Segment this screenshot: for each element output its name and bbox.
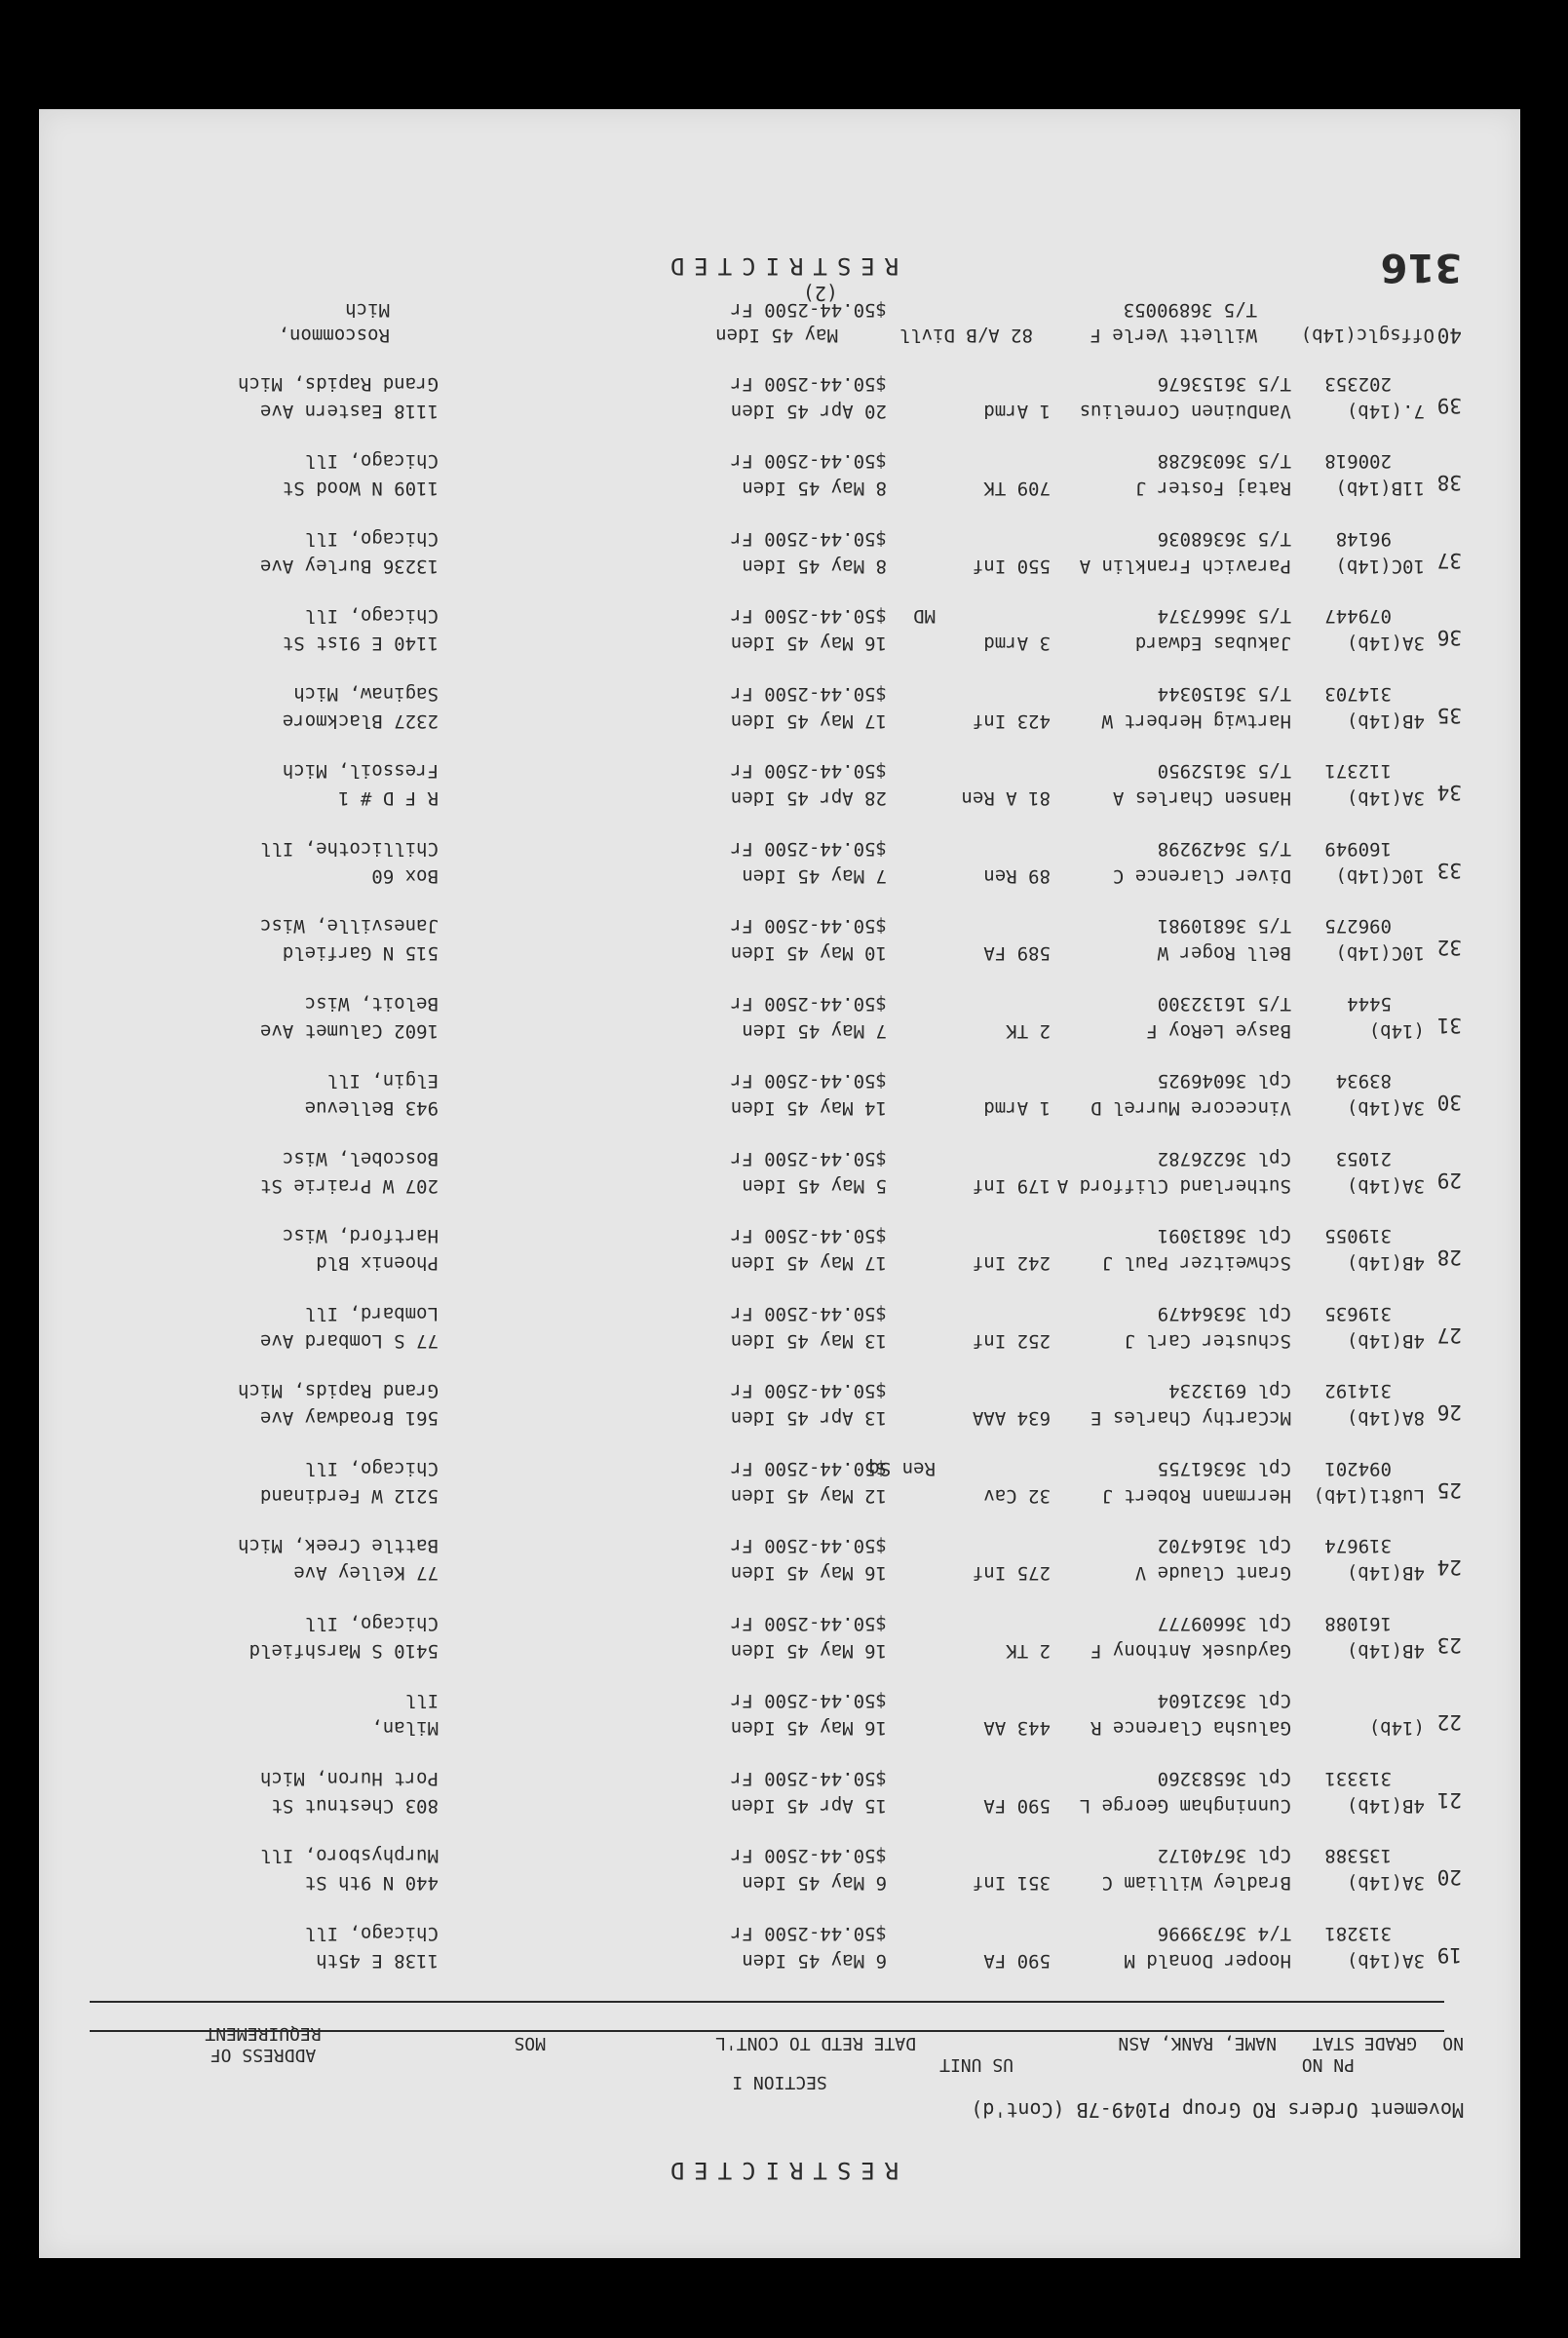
entry-number: 21: [1436, 1788, 1462, 1812]
entry-address-line2: Boscobel, Wisc: [282, 1148, 439, 1169]
entry-unit: 443 AA: [983, 1717, 1051, 1740]
entry-stat-number: 314703: [1324, 683, 1392, 705]
entry-stat-number: 314192: [1324, 1380, 1392, 1402]
entry-name: McCarthy Charles E: [1090, 1407, 1291, 1430]
entry-grade: (14b): [1368, 1020, 1425, 1042]
entry-date: 16 May 45 Iden: [730, 632, 887, 655]
list-item: [39, 736, 1520, 814]
entry-stat-number: 319635: [1324, 1303, 1392, 1324]
entry-date: 8 May 45 Iden: [742, 556, 887, 577]
entry-grade: Lu8t1(14b): [1313, 1485, 1425, 1507]
entry-address-line1: 1140 E 91st St: [282, 632, 439, 655]
list-item: [39, 813, 1520, 891]
entry-date: 7 May 45 Iden: [742, 865, 887, 887]
entry-unit: 423 Inf: [972, 710, 1051, 732]
entry-grade: 10C(14b): [1335, 942, 1425, 965]
entry-address-line1: 207 W Prairie St: [259, 1175, 439, 1197]
entry-date: 17 May 45 Iden: [730, 710, 887, 732]
header-rule-bottom: [90, 2001, 1444, 2003]
entry-address-line2: Saginaw, Mich: [293, 683, 439, 705]
entry-unit: 590 FA: [983, 1950, 1051, 1972]
entry-name: Hooper Donald M: [1124, 1950, 1291, 1972]
entry-date: 12 May 45 Iden: [730, 1485, 887, 1507]
entry-date: 16 May 45 Iden: [730, 1562, 887, 1585]
entry-number: 35: [1436, 704, 1462, 727]
entry-rank-serial: Cpl 36740172: [1157, 1845, 1291, 1867]
entry-stat-number: 079447: [1324, 605, 1392, 628]
entry-pay: $50.44-2500 Fr: [730, 1148, 887, 1169]
entry-number: 36: [1436, 626, 1462, 650]
entry-mos: Ren Sq: [868, 1458, 936, 1479]
entry-name: Hansen Charles A: [1112, 787, 1291, 810]
entry-address-line2: Chicago, Ill: [304, 1923, 439, 1944]
entry-name: Vincecore Murrel D: [1090, 1097, 1291, 1120]
entry-date: 10 May 45 Iden: [730, 942, 887, 965]
entry-grade: 4B(14b): [1346, 1330, 1425, 1352]
entry-address-line1: 440 N 9th St: [304, 1872, 439, 1895]
col-address: ADDRESS OF REQUIREMENT: [205, 2023, 322, 2065]
entry-date: 15 Apr 45 Iden: [730, 1795, 887, 1817]
entry-number: 39: [1436, 394, 1462, 417]
entry-number: 23: [1436, 1633, 1462, 1657]
entry-address-line2: Port Huron, Mich: [259, 1768, 439, 1789]
entry-number: 26: [1436, 1400, 1462, 1425]
entry-grade: 4B(14b): [1346, 1252, 1425, 1275]
entry-name: Bradley William C: [1101, 1872, 1291, 1895]
entry-unit: 32 Cav: [983, 1485, 1051, 1507]
entry-pay: $50.44-2500 Fr: [730, 1690, 887, 1712]
entry-rank-serial: T/5 36429298: [1157, 838, 1291, 860]
upside-down-document: [39, 109, 1520, 2258]
entry-address-line1: 2327 Blackmore: [282, 710, 439, 732]
entry-number: 40: [1436, 324, 1462, 347]
entry-grade: 4B(14b): [1346, 1795, 1425, 1817]
entry-stat-number: 96148: [1335, 528, 1392, 550]
entry-number: 28: [1436, 1246, 1462, 1270]
entry-number: 29: [1436, 1169, 1462, 1192]
entry-number: 37: [1436, 549, 1462, 572]
col-mos: MOS: [514, 2033, 546, 2053]
entry-unit: 89 Ren: [983, 865, 1051, 887]
list-item: [39, 1666, 1520, 1744]
entry-number: 24: [1436, 1555, 1462, 1580]
footer-classification-text: RESTRICTED: [660, 252, 899, 280]
col-stat: STAT: [1312, 2033, 1355, 2053]
page-number: 316: [1380, 245, 1462, 289]
entry-rank-serial: T/5 36368036: [1157, 528, 1291, 550]
entry-pay: $50.44-2500 Fr: [730, 1535, 887, 1557]
entry-rank-serial: T/5 36810981: [1157, 915, 1291, 938]
entry-pay: $50.44-2500 Fr: [730, 1845, 887, 1867]
entry-unit: 351 Inf: [972, 1872, 1051, 1895]
entry-name: Grant Claude V: [1134, 1562, 1291, 1585]
list-item: [39, 426, 1520, 504]
entry-stat-number: 313331: [1324, 1768, 1392, 1789]
list-item: [39, 891, 1520, 969]
entry-grade: 3A(14b): [1346, 1872, 1425, 1895]
entry-stat-number: 094201: [1324, 1458, 1392, 1479]
entry-pay: $50.44-2500 Fr: [730, 1070, 887, 1092]
entry-number: 27: [1436, 1323, 1462, 1347]
entry-number: 30: [1436, 1091, 1462, 1115]
list-item: [39, 581, 1520, 659]
entry-unit: 589 FA: [983, 942, 1051, 965]
entry-address-line1: Phoenix Bld: [316, 1252, 439, 1275]
entry-rank-serial: T/5 36152950: [1157, 760, 1291, 783]
entry-address-line2: Lombard, Ill: [304, 1303, 439, 1324]
entry-name: Diver Clarence C: [1112, 865, 1291, 887]
entry-grade: 7.(14b): [1346, 401, 1425, 422]
entry-rank-serial: T/5 36667374: [1157, 605, 1291, 628]
entry-unit: 590 FA: [983, 1795, 1051, 1817]
entry-stat-number: 096275: [1324, 915, 1392, 938]
entry-rank-serial: T/4 36739996: [1157, 1923, 1291, 1944]
entry-name: Jakubas Edward: [1134, 632, 1291, 655]
list-item: [39, 1743, 1520, 1821]
entry-address-line1: 77 S Lombard Ave: [259, 1330, 439, 1352]
entry-rank-serial: T/5 16132300: [1157, 993, 1291, 1015]
entry-stat-number: 5444: [1347, 993, 1392, 1015]
entry-number: 25: [1436, 1478, 1462, 1502]
list-item: [39, 1588, 1520, 1666]
entry-rank-serial: Cpl 36321604: [1157, 1690, 1291, 1712]
entry-rank-serial: T/5 36153676: [1157, 373, 1291, 395]
entry-grade: 4B(14b): [1346, 710, 1425, 732]
entry-address-line1: 803 Chestnut St: [271, 1795, 439, 1817]
entry-address-line2: Chicago, Ill: [304, 1458, 439, 1479]
entry-rank-serial: Cpl 36361755: [1157, 1458, 1291, 1479]
entry-rank-serial: Cpl 36609777: [1157, 1613, 1291, 1634]
entry-unit: 252 Inf: [972, 1330, 1051, 1352]
entry-grade: (14b): [1368, 1717, 1425, 1740]
entry-stat-number: 135388: [1324, 1845, 1392, 1867]
entry-grade: Offsglc(14b): [1300, 325, 1434, 346]
entry-date: 17 May 45 Iden: [730, 1252, 887, 1275]
entry-rank-serial: T/5 36036288: [1157, 450, 1291, 473]
entry-date: 16 May 45 Iden: [730, 1717, 887, 1740]
entry-grade: 3A(14b): [1346, 1175, 1425, 1197]
entry-address-line2: Grand Rapids, Mich: [238, 373, 439, 395]
entry-address-line2: Chicago, Ill: [304, 528, 439, 550]
entry-stat-number: 319055: [1324, 1225, 1392, 1247]
entry-unit: 81 A Ren: [961, 787, 1051, 810]
entry-address-line1: R F D # 1: [338, 787, 439, 810]
entry-address-line2: Chicago, Ill: [304, 450, 439, 473]
col-no: NO: [1442, 2033, 1464, 2053]
entry-number: 32: [1436, 936, 1462, 960]
entry-stat-number: 202353: [1324, 373, 1392, 395]
entry-number: 20: [1436, 1865, 1462, 1890]
entry-address-line2: Chicago, Ill: [304, 1613, 439, 1634]
entry-pay: $50.44-2500 Fr: [730, 528, 887, 550]
entry-rank-serial: T/5 36890053: [1123, 299, 1257, 321]
entry-address-line1: 943 Bellevue: [304, 1097, 439, 1120]
col-date: DATE RETD TO CONT'L: [715, 2033, 916, 2053]
entry-unit: 1 Armd: [983, 401, 1051, 422]
entry-pay: $50.44-2500 Fr: [730, 915, 887, 938]
entry-unit: 3 Armd: [983, 632, 1051, 655]
entry-grade: 4B(14b): [1346, 1640, 1425, 1662]
header-rule-top: [90, 2030, 1444, 2032]
entry-unit: 275 Inf: [972, 1562, 1051, 1585]
col-unit: US UNIT: [939, 2054, 1013, 2075]
entry-address-line1: Box 60: [371, 865, 439, 887]
entry-address-line2: Fressoil, Mich: [282, 760, 439, 783]
entry-address-line2: Mich: [345, 299, 390, 321]
list-item: [39, 1201, 1520, 1279]
entry-number: 38: [1436, 471, 1462, 495]
entry-address-line2: Elgin, Ill: [326, 1070, 439, 1092]
entry-stat-number: 112371: [1324, 760, 1392, 783]
entry-name: Hartwig Herbert W: [1101, 710, 1291, 732]
entry-name: Schweitzer Paul J: [1101, 1252, 1291, 1275]
entry-date: May 45 Iden: [715, 325, 838, 346]
entry-number: 33: [1436, 859, 1462, 882]
entry-address-line1: 1109 N Wood St: [282, 478, 439, 500]
entry-stat-number: 313281: [1324, 1923, 1392, 1944]
entry-grade: 3A(14b): [1346, 1950, 1425, 1972]
entry-number: 22: [1436, 1710, 1462, 1735]
col-pn: PN NO: [1301, 2054, 1355, 2075]
list-item: [39, 1821, 1520, 1898]
entry-date: 13 Apr 45 Iden: [730, 1407, 887, 1430]
entry-name: Cunningham George L: [1079, 1795, 1291, 1817]
entry-date: 7 May 45 Iden: [742, 1020, 887, 1042]
entry-date: 5 May 45 Iden: [742, 1175, 887, 1197]
list-item: [39, 658, 1520, 736]
entry-address-line2: Beloit, Wisc: [304, 993, 439, 1015]
entry-date: 20 Apr 45 Iden: [730, 401, 887, 422]
entry-date: 14 May 45 Iden: [730, 1097, 887, 1120]
entry-date: 8 May 45 Iden: [742, 478, 887, 500]
header-title: Movement Orders RO Group P1049-7B (Cont'd): [971, 2098, 1464, 2122]
column-headers: [39, 2005, 1520, 2075]
entry-address-line2: Grand Rapids, Mich: [238, 1380, 439, 1402]
entry-stat-number: 161088: [1324, 1613, 1392, 1634]
entry-grade: 10C(14b): [1335, 556, 1425, 577]
entry-name: Rataj Foster J: [1134, 478, 1291, 500]
entry-address-line1: 515 N Garfield: [282, 942, 439, 965]
entry-pay: $50.44-2500 Fr: [730, 683, 887, 705]
entry-name: Bell Roger W: [1157, 942, 1291, 965]
footer-classification: [39, 252, 1520, 305]
entry-address-line1: 1118 Eastern Ave: [259, 401, 439, 422]
entry-number: 19: [1436, 1943, 1462, 1967]
entry-rank-serial: T/5 36150344: [1157, 683, 1291, 705]
entry-rank-serial: Cpl 6913234: [1168, 1380, 1291, 1402]
entry-unit: 634 AAA: [972, 1407, 1051, 1430]
entry-stat-number: 200618: [1324, 450, 1392, 473]
entry-pay: $50.44-2500 Fr: [730, 1380, 887, 1402]
entry-rank-serial: Cpl 36583260: [1157, 1768, 1291, 1789]
entry-pay: $50.44-2500 Fr: [730, 838, 887, 860]
col-grade: GRADE: [1363, 2033, 1417, 2053]
entry-date: 13 May 45 Iden: [730, 1330, 887, 1352]
document-page: [39, 109, 1520, 2258]
entry-address-line2: Murphysboro, Ill: [259, 1845, 439, 1867]
entry-name: Basye LeRoy F: [1146, 1020, 1291, 1042]
entry-address-line2: Chillicothe, Ill: [259, 838, 439, 860]
entry-stat-number: 21053: [1335, 1148, 1392, 1169]
entry-unit: 2 TK: [1006, 1020, 1051, 1042]
list-item: [39, 293, 1520, 362]
col-name: NAME, RANK, ASN: [1118, 2033, 1277, 2053]
entry-name: Sutherland Clifford A: [1056, 1175, 1291, 1197]
list-item: [39, 1897, 1520, 1975]
entry-pay: $50.44-2500 Fr: [730, 1225, 887, 1247]
list-item: [39, 968, 1520, 1046]
entry-number: 34: [1436, 781, 1462, 805]
entry-grade: 10C(14b): [1335, 865, 1425, 887]
entry-address-line1: 5410 S Marshfield: [249, 1640, 439, 1662]
list-item: [39, 1511, 1520, 1589]
section-label: SECTION I: [732, 2072, 827, 2092]
entry-unit: 709 TK: [983, 478, 1051, 500]
entry-address-line1: 13236 Burley Ave: [259, 556, 439, 577]
entry-name: Schuster Carl J: [1124, 1330, 1291, 1352]
entry-rank-serial: Cpl 36046925: [1157, 1070, 1291, 1092]
entry-address-line2: Hartford, Wisc: [282, 1225, 439, 1247]
entry-address-line1: Roscommon,: [278, 325, 390, 346]
entry-date: 28 Apr 45 Iden: [730, 787, 887, 810]
entry-rank-serial: Cpl 36813091: [1157, 1225, 1291, 1247]
entry-address-line1: 561 Broadway Ave: [259, 1407, 439, 1430]
entry-unit: 179 Inf: [972, 1175, 1051, 1197]
entry-unit: 550 Inf: [972, 556, 1051, 577]
entry-pay: $50.44-2500 Fr: [730, 1458, 887, 1479]
entry-name: Herrmann Robert J: [1101, 1485, 1291, 1507]
entry-grade: 4B(14b): [1346, 1562, 1425, 1585]
entry-unit: 82 A/B Divll: [899, 325, 1033, 346]
entry-pay: $50.44-2500 Fr: [730, 373, 887, 395]
entry-pay: $50.44-2500 Fr: [730, 1303, 887, 1324]
entry-name: Paravich Franklin A: [1079, 556, 1291, 577]
entry-pay: $50.44-2500 Fr: [730, 1768, 887, 1789]
entry-grade: 3A(14b): [1346, 787, 1425, 810]
entry-address-line2: Janesville, Wisc: [259, 915, 439, 938]
entry-rank-serial: Cpl 36364479: [1157, 1303, 1291, 1324]
entry-name: VanDuinen Cornelius: [1079, 401, 1291, 422]
entry-grade: 3A(14b): [1346, 1097, 1425, 1120]
entry-name: Gaydusek Anthony F: [1090, 1640, 1291, 1662]
entry-mos: MD: [913, 605, 936, 628]
entry-date: 6 May 45 Iden: [742, 1950, 887, 1972]
entry-grade: 3A(14b): [1346, 632, 1425, 655]
entry-address-line1: 1138 E 45th: [316, 1950, 439, 1972]
list-item: [39, 1278, 1520, 1356]
entry-stat-number: 319674: [1324, 1535, 1392, 1557]
entry-grade: 11B(14b): [1335, 478, 1425, 500]
list-item: [39, 1433, 1520, 1511]
entry-stat-number: 160949: [1324, 838, 1392, 860]
entry-grade: 8A(14b): [1346, 1407, 1425, 1430]
entry-date: 6 May 45 Iden: [742, 1872, 887, 1895]
entry-pay: $50.44-2500 Fr: [730, 1923, 887, 1944]
entry-address-line1: 1602 Calumet Ave: [259, 1020, 439, 1042]
entry-name: Willett Verle F: [1090, 325, 1257, 346]
entry-address-line1: 77 Kelley Ave: [293, 1562, 439, 1585]
entry-pay: $50.44-2500 Fr: [730, 299, 887, 321]
entry-address-line1: Milan,: [371, 1717, 439, 1740]
list-item: [39, 1356, 1520, 1434]
entry-date: 16 May 45 Iden: [730, 1640, 887, 1662]
entry-rank-serial: Cpl 36226782: [1157, 1148, 1291, 1169]
entry-pay: $50.44-2500 Fr: [730, 1613, 887, 1634]
list-item: [39, 503, 1520, 581]
list-item: [39, 1123, 1520, 1201]
entry-pay: $50.44-2500 Fr: [730, 605, 887, 628]
entry-address-line2: Chicago, Ill: [304, 605, 439, 628]
entry-unit: 242 Inf: [972, 1252, 1051, 1275]
entry-stat-number: 83934: [1335, 1070, 1392, 1092]
entry-unit: 2 TK: [1006, 1640, 1051, 1662]
header-classification: RESTRICTED: [660, 2157, 899, 2184]
entry-address-line1: 5212 W Ferdinand: [259, 1485, 439, 1507]
entry-pay: $50.44-2500 Fr: [730, 760, 887, 783]
entry-address-line2: Battle Creek, Mich: [238, 1535, 439, 1557]
entry-unit: 1 Armd: [983, 1097, 1051, 1120]
entry-pay: $50.44-2500 Fr: [730, 450, 887, 473]
entry-rank-serial: Cpl 36164702: [1157, 1535, 1291, 1557]
entry-pay: $50.44-2500 Fr: [730, 993, 887, 1015]
entry-number: 31: [1436, 1014, 1462, 1037]
footer-page-marker: (2): [802, 282, 838, 305]
entry-name: Galusha Clarence R: [1090, 1717, 1291, 1740]
list-item: [39, 1046, 1520, 1124]
entry-address-line2: Ill: [404, 1690, 439, 1712]
